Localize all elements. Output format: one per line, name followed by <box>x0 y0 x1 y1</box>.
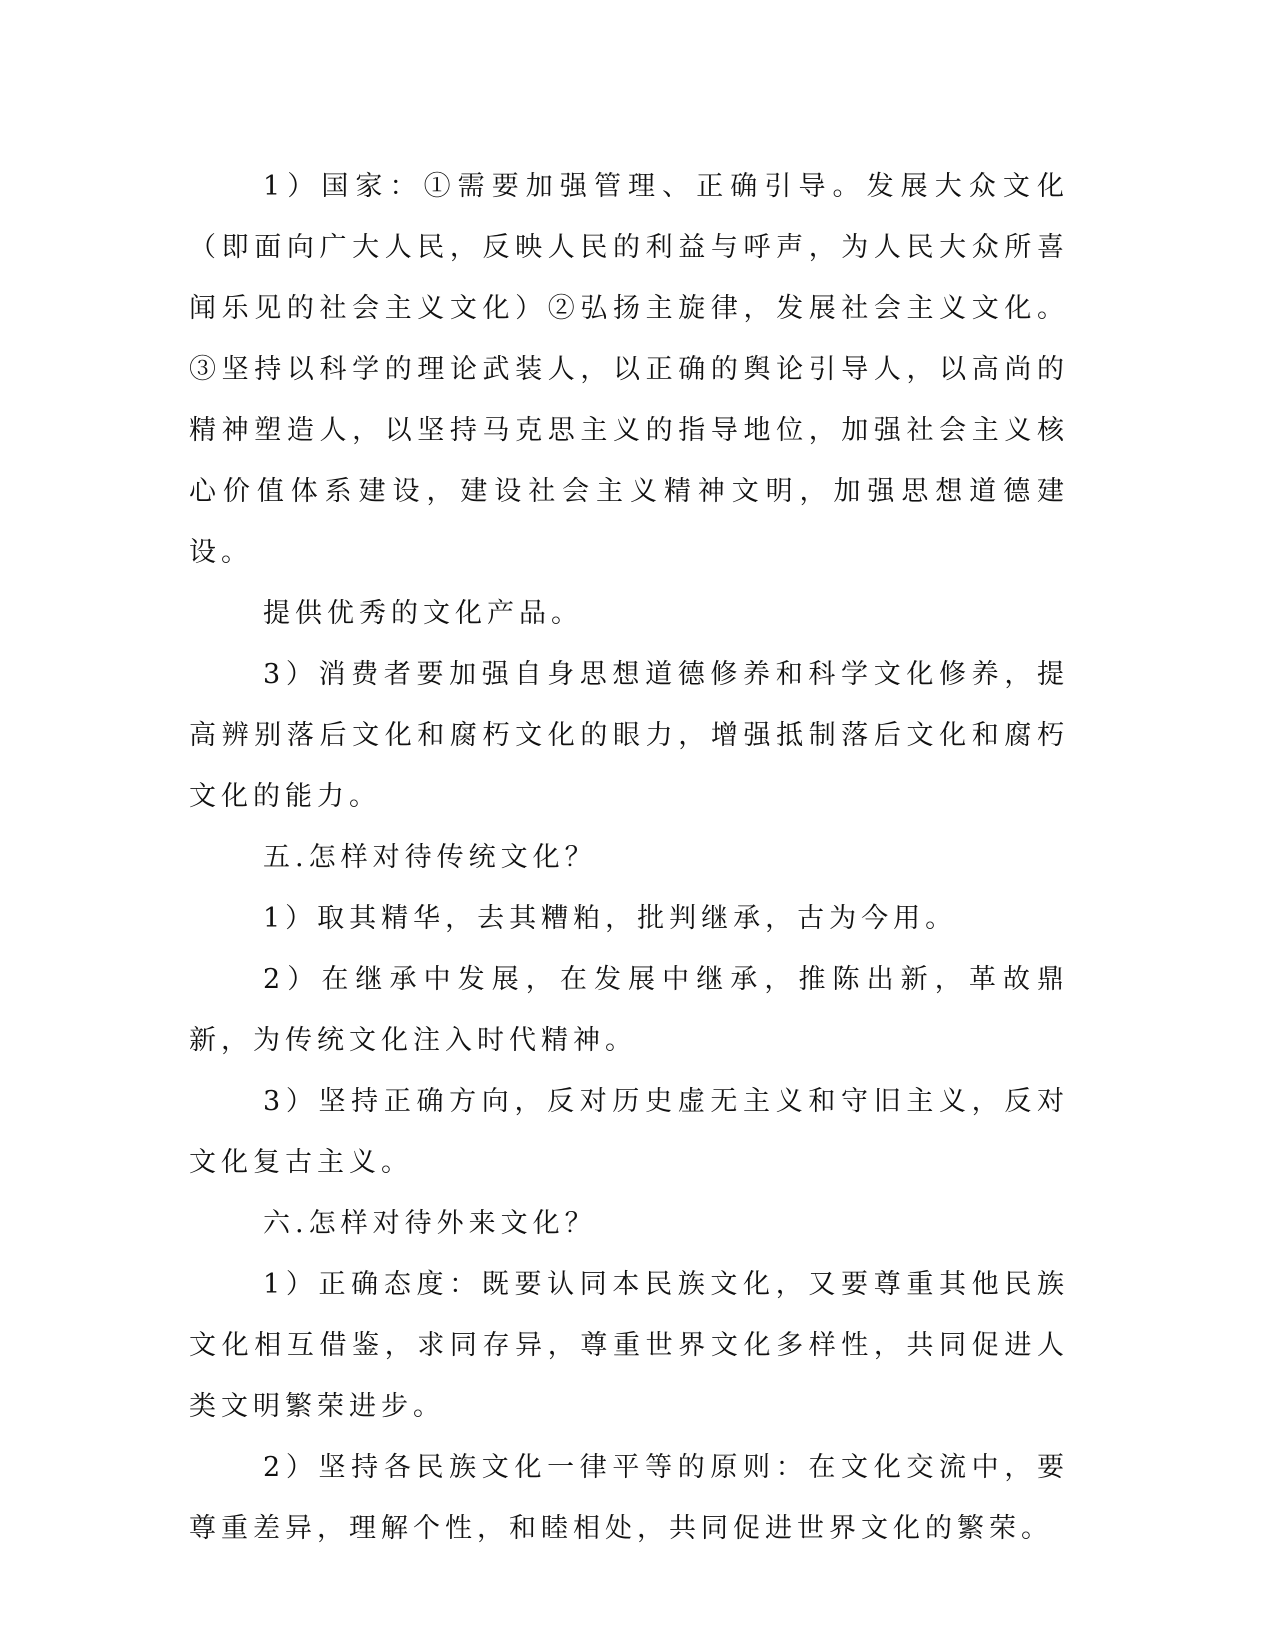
paragraph-foreign-1: 1）正确态度：既要认同本民族文化，又要尊重其他民族文化相互借鉴，求同存异，尊重世界文化多样性，共同促进人类文明繁荣进步。 <box>189 1269 1069 1422</box>
paragraph-state-role: 1）国家：①需要加强管理、正确引导。发展大众文化（即面向广大人民，反映人民的利益与呼声，为人民大众所喜闻乐见的社会主义文化）②弘扬主旋律，发展社会主义文化。③坚持以科学的理论武装人，以正确的舆论引导人，以高尚的精神塑造人，以坚持马克思主义的指导地位，加强社会主义核心价值体系建设，建设社会主义精神文明，加强思想道德建设。 <box>189 171 1069 568</box>
heading-foreign-culture: 六.怎样对待外来文化？ <box>263 1208 597 1239</box>
paragraph-foreign-2: 2）坚持各民族文化一律平等的原则：在文化交流中，要尊重差异，理解个性，和睦相处，共同促进世界文化的繁荣。 <box>189 1452 1069 1544</box>
paragraph-consumers: 3）消费者要加强自身思想道德修养和科学文化修养，提高辨别落后文化和腐朽文化的眼力，增强抵制落后文化和腐朽文化的能力。 <box>189 659 1069 812</box>
paragraph-cultural-products: 提供优秀的文化产品。 <box>263 598 583 629</box>
document-body <box>189 156 1069 1559</box>
paragraph-traditional-2: 2）在继承中发展，在发展中继承，推陈出新，革故鼎新，为传统文化注入时代精神。 <box>189 964 1069 1056</box>
paragraph-traditional-1: 1）取其精华，去其糟粕，批判继承，古为今用。 <box>263 903 958 934</box>
heading-traditional-culture: 五.怎样对待传统文化？ <box>263 842 597 873</box>
paragraph-traditional-3: 3）坚持正确方向，反对历史虚无主义和守旧主义，反对文化复古主义。 <box>189 1086 1069 1178</box>
